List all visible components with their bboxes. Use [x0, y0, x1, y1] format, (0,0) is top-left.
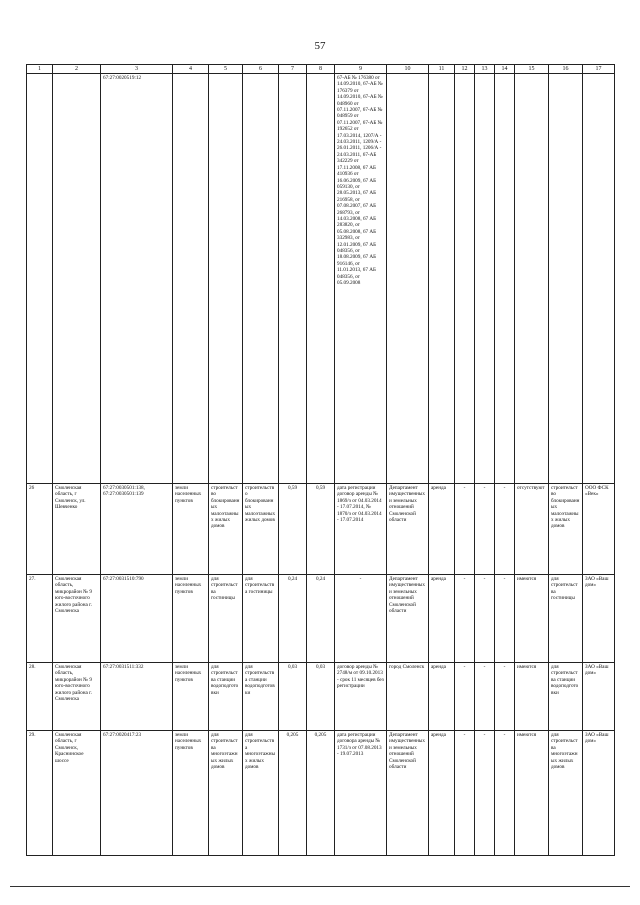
area-total: 0,59 [279, 484, 307, 575]
column-number: 11 [429, 65, 455, 74]
column-number: 7 [279, 65, 307, 74]
col-13: - [475, 663, 495, 731]
col-12: - [455, 575, 475, 663]
col-13 [475, 74, 495, 484]
permitted-use: строительство блокированных малоэтажных жилых домов [209, 484, 243, 575]
column-number: 4 [173, 65, 209, 74]
column-number: 12 [455, 65, 475, 74]
column-number: 17 [583, 65, 615, 74]
address: Смоленская область, микрорайон № 9 юго-восточного жилого района г. Смоленска [53, 663, 101, 731]
actual-use: для строительства станции водоподготовки [243, 663, 279, 731]
holder: ООО ФСК «Век» [583, 484, 615, 575]
column-number: 13 [475, 65, 495, 74]
address: Смоленская область, г Смоленск, Краснинское шоссе [53, 731, 101, 856]
area-total: 0,205 [279, 731, 307, 856]
column-number: 1 [27, 65, 53, 74]
right-type: аренда [429, 731, 455, 856]
bottom-rule [10, 886, 630, 887]
documents: договор аренды № 2748/м от 09.10.2013 - срок 11 месяцев без регистрации [335, 663, 387, 731]
owner: город Смоленск [387, 663, 429, 731]
row-number: 28. [27, 663, 53, 731]
cadastral-number: 67:27:0031511:332 [101, 663, 173, 731]
encumbrances: имеются [515, 731, 549, 856]
area-used: 0,205 [307, 731, 335, 856]
cadastral-number: 67:27:0020519:12 [101, 74, 173, 484]
table-row [27, 484, 615, 575]
row-number [27, 74, 53, 484]
col-13: - [475, 731, 495, 856]
col-13: - [475, 484, 495, 575]
col-12: - [455, 731, 475, 856]
column-number: 14 [495, 65, 515, 74]
column-number: 10 [387, 65, 429, 74]
col-12: - [455, 484, 475, 575]
land-category: земли населенных пунктов [173, 731, 209, 856]
permitted-use: для строительства многоэтажных жилых домов [209, 731, 243, 856]
column-number-row [27, 65, 615, 74]
column-number: 9 [335, 65, 387, 74]
documents: - [335, 575, 387, 663]
address [53, 74, 101, 484]
holder: ЗАО «Ваш дом» [583, 731, 615, 856]
col-14 [495, 74, 515, 484]
cadastral-number: 67:27:0030501:138, 67:27:0030501:139 [101, 484, 173, 575]
column-number: 5 [209, 65, 243, 74]
table-row [27, 731, 615, 856]
land-category [173, 74, 209, 484]
purpose [549, 74, 583, 484]
cadastral-number: 67:27:0020417:23 [101, 731, 173, 856]
area-used: 0,24 [307, 575, 335, 663]
right-type: аренда [429, 575, 455, 663]
encumbrances: имеются [515, 575, 549, 663]
owner: Департамент имущественных и земельных отношений Смоленской области [387, 731, 429, 856]
purpose: для строительства гостиницы [549, 575, 583, 663]
row-number: 29. [27, 731, 53, 856]
area-total: 0,03 [279, 663, 307, 731]
table-row [27, 74, 615, 484]
row-number: 27. [27, 575, 53, 663]
col-14: - [495, 731, 515, 856]
actual-use: строительство блокированных малоэтажных жилых домов [243, 484, 279, 575]
right-type [429, 74, 455, 484]
column-number: 3 [101, 65, 173, 74]
page-number: 57 [314, 40, 326, 52]
col-12 [455, 74, 475, 484]
land-plots-table [26, 64, 615, 856]
actual-use: для строительства гостиницы [243, 575, 279, 663]
purpose: для строительства многоэтажных жилых домов [549, 731, 583, 856]
purpose: строительство блокированных малоэтажных жилых домов [549, 484, 583, 575]
documents: дата регистрации договор аренды № 1869/з от 04.03.2014 - 17.07.2014, № 1870/з от 04.03.2014 - 17.07.2014 [335, 484, 387, 575]
col-12: - [455, 663, 475, 731]
encumbrances: отсутствуют [515, 484, 549, 575]
actual-use [243, 74, 279, 484]
purpose: для строительства станции водоподготовки [549, 663, 583, 731]
col-14: - [495, 575, 515, 663]
owner: Департамент имущественных и земельных отношений Смоленской области [387, 575, 429, 663]
column-number: 2 [53, 65, 101, 74]
right-type: аренда [429, 663, 455, 731]
table-row [27, 575, 615, 663]
column-number: 8 [307, 65, 335, 74]
permitted-use: для строительства станции водоподготовки [209, 663, 243, 731]
holder [583, 74, 615, 484]
area-total [279, 74, 307, 484]
encumbrances [515, 74, 549, 484]
area-used [307, 74, 335, 484]
actual-use: для строительства многоэтажных жилых домов [243, 731, 279, 856]
column-number: 15 [515, 65, 549, 74]
land-category: земли населенных пунктов [173, 575, 209, 663]
holder: ЗАО «Ваш дом» [583, 663, 615, 731]
permitted-use [209, 74, 243, 484]
column-number: 6 [243, 65, 279, 74]
address: Смоленская область, г Смоленск, ул. Шевченко [53, 484, 101, 575]
owner: Департамент имущественных и земельных отношений Смоленской области [387, 484, 429, 575]
col-14: - [495, 663, 515, 731]
right-type: аренда [429, 484, 455, 575]
area-used: 0,59 [307, 484, 335, 575]
area-total: 0,24 [279, 575, 307, 663]
row-number: 26 [27, 484, 53, 575]
land-category: земли населенных пунктов [173, 484, 209, 575]
permitted-use: для строительства гостиницы [209, 575, 243, 663]
table-row [27, 663, 615, 731]
holder: ЗАО «Ваш дом» [583, 575, 615, 663]
encumbrances: имеются [515, 663, 549, 731]
col-14: - [495, 484, 515, 575]
address: Смоленская область, микрорайон № 9 юго-восточного жилого района г. Смоленска [53, 575, 101, 663]
land-category: земли населенных пунктов [173, 663, 209, 731]
documents: дата регистрации договора аренды № 1731/з от 07.08.2013 - 19.07.2013 [335, 731, 387, 856]
owner [387, 74, 429, 484]
column-number: 16 [549, 65, 583, 74]
col-13: - [475, 575, 495, 663]
area-used: 0,03 [307, 663, 335, 731]
documents: 67-АБ № 176380 от 14.09.2010, 67-АБ № 176379 от 14.09.2010, 67-АБ № 048960 от 07.11.2007, 67-АБ № 048959 от 07.11.2007, 67-АБ № 192652 от 17.03.2014, 1207/А - 24.03.2011, 1209/А - 26.01.2011, 1206/А - 24.03.2011, 67-АБ 342229 от 17.11.2008, 67 АБ 410936 от 16.06.2009, 67 АБ 059130, от 28.05.2013, 67 АБ 216958, от 07.08.2007, 67 АБ 268793, от 14.03.2008, 67 АБ 283820, от 05.08.2008, 67 АБ 332983, от 12.01.2009, 67 АБ 048356, от 18.08.2009, 67 АБ 916146, от 11.01.2013, 67 АБ 048356, от 05.09.2008 [335, 74, 387, 484]
cadastral-number: 67:27:0031510:790 [101, 575, 173, 663]
